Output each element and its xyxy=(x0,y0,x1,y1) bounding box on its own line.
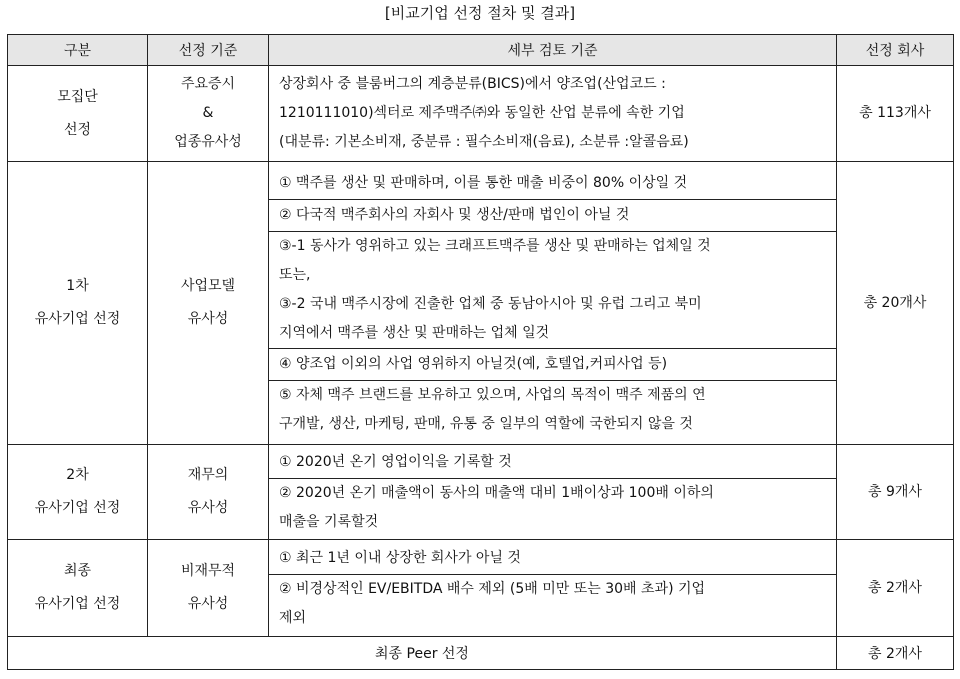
result-cell: 총 113개사 xyxy=(837,66,954,162)
details-cell xyxy=(269,445,837,540)
category-line: 유사기업 선정 xyxy=(34,311,121,327)
details-cell xyxy=(269,66,837,162)
criterion-line: 사업모델 xyxy=(180,278,236,294)
detail-item xyxy=(269,348,836,380)
detail-line: ④ 양조업 이외의 사업 영위하지 아닐것(예, 호텔업,커피사업 등) xyxy=(279,355,668,372)
criterion-cell xyxy=(148,162,269,445)
detail-line: ③-1 동사가 영위하고 있는 크래프트맥주를 생산 및 판매하는 업체일 것 xyxy=(279,237,711,254)
detail-line: ① 최근 1년 이내 상장한 회사가 아닐 것 xyxy=(279,550,521,566)
result-cell: 총 9개사 xyxy=(837,445,954,540)
header-row xyxy=(8,35,954,66)
comparison-company-table xyxy=(7,34,954,670)
detail-line: ⑤ 자체 맥주 브랜드를 보유하고 있으며, 사업의 목적이 맥주 제품의 연 xyxy=(279,386,706,403)
final-peer-row xyxy=(8,637,954,670)
category-cell xyxy=(8,66,148,162)
criterion-line: 재무의 xyxy=(187,467,229,483)
category-line: 선정 xyxy=(63,121,92,138)
table-row xyxy=(8,162,954,445)
detail-line: ① 2020년 온기 영업이익을 기록할 것 xyxy=(279,454,512,470)
category-line: 최종 xyxy=(63,563,92,579)
table-row xyxy=(8,540,954,637)
result-cell: 총 2개사 xyxy=(837,540,954,637)
criterion-line: 유사성 xyxy=(187,500,229,516)
detail-line: 매출을 기록할것 xyxy=(279,514,379,530)
detail-line: ① 맥주를 생산 및 판매하며, 이를 통한 매출 비중이 80% 이상일 것 xyxy=(279,174,688,191)
category-line: 모집단 xyxy=(57,88,98,105)
criterion-line: & xyxy=(202,105,214,121)
detail-line: 구개발, 생산, 마케팅, 판매, 유통 중 일부의 역할에 국한되지 않을 것 xyxy=(279,415,693,432)
table-row xyxy=(8,66,954,162)
detail-line: ③-2 국내 맥주시장에 진출한 업체 중 동남아시아 및 유럽 그리고 북미 xyxy=(279,295,702,312)
detail-line: 지역에서 맥주를 생산 및 판매하는 업체 일것 xyxy=(279,324,550,341)
detail-item xyxy=(269,574,836,633)
criterion-line: 유사성 xyxy=(187,311,229,327)
final-peer-result: 총 2개사 xyxy=(837,637,954,670)
detail-item xyxy=(269,168,836,199)
detail-line: ② 2020년 온기 매출액이 동사의 매출액 대비 1배이상과 100배 이하의 xyxy=(279,485,714,501)
detail-line: 상장회사 중 블룸버그의 계층분류(BICS)에서 양조업(산업코드 : xyxy=(279,76,666,92)
header-criterion: 선정 기준 xyxy=(148,35,269,66)
criterion-line: 유사성 xyxy=(187,596,229,612)
criterion-line: 주요증시 xyxy=(180,76,236,92)
criterion-line: 비재무적 xyxy=(180,563,236,579)
criterion-cell xyxy=(148,540,269,637)
detail-item xyxy=(269,380,836,439)
detail-item xyxy=(269,231,836,348)
criterion-cell xyxy=(148,445,269,540)
category-line: 유사기업 선정 xyxy=(34,596,121,612)
category-line: 2차 xyxy=(66,467,89,483)
header-result: 선정 회사 xyxy=(837,35,954,66)
header-category: 구분 xyxy=(8,35,148,66)
details-cell xyxy=(269,540,837,637)
detail-item xyxy=(269,447,836,478)
detail-item xyxy=(269,70,836,157)
category-cell xyxy=(8,540,148,637)
result-cell: 총 20개사 xyxy=(837,162,954,445)
detail-line: 1210111010)섹터로 제주맥주㈜와 동일한 산업 분류에 속한 기업 xyxy=(279,105,685,121)
category-cell xyxy=(8,162,148,445)
category-line: 유사기업 선정 xyxy=(34,500,121,516)
detail-item xyxy=(269,199,836,231)
details-cell xyxy=(269,162,837,445)
table-row xyxy=(8,445,954,540)
detail-line: 또는, xyxy=(279,266,311,283)
header-details: 세부 검토 기준 xyxy=(269,35,837,66)
detail-line: (대분류: 기본소비재, 중분류 : 필수소비재(음료), 소분류 :알콜음료) xyxy=(279,134,689,150)
detail-line: ② 비경상적인 EV/EBITDA 배수 제외 (5배 미만 또는 30배 초과) 기업 xyxy=(279,581,706,597)
criterion-cell xyxy=(148,66,269,162)
detail-item xyxy=(269,543,836,574)
detail-line: ② 다국적 맥주회사의 자회사 및 생산/판매 법인이 아닐 것 xyxy=(279,206,630,223)
table-title: [비교기업 선정 절차 및 결과] xyxy=(384,4,576,22)
detail-line: 제외 xyxy=(279,610,307,626)
category-cell xyxy=(8,445,148,540)
category-line: 1차 xyxy=(66,278,89,294)
final-peer-label: 최종 Peer 선정 xyxy=(8,637,837,670)
criterion-line: 업종유사성 xyxy=(174,134,242,150)
detail-item xyxy=(269,478,836,537)
